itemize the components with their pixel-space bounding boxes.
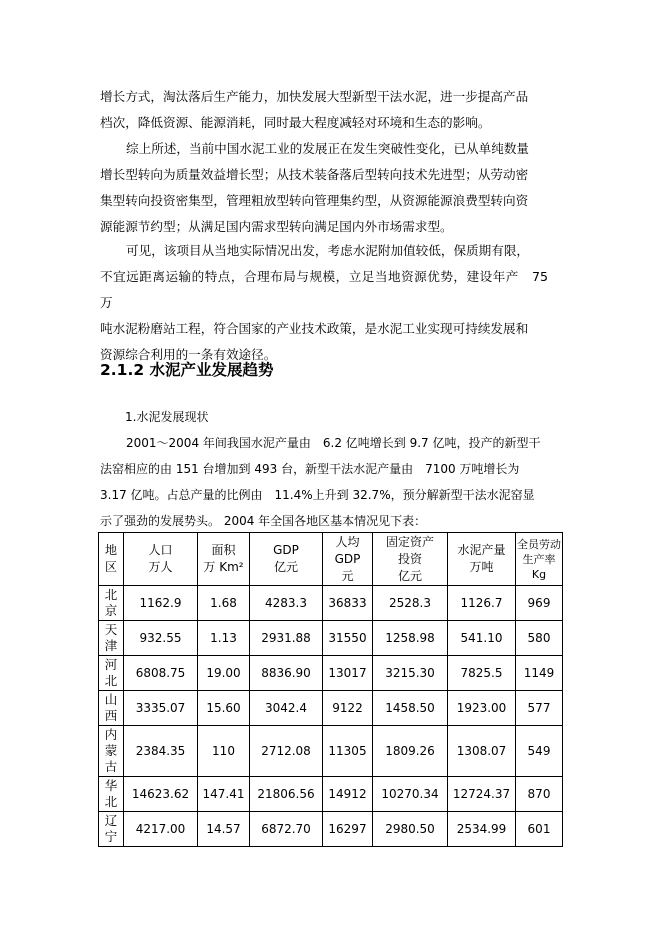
region-cell: 北 京 — [99, 586, 124, 621]
table-row — [99, 656, 563, 691]
fixed-investment-cell: 3215.30 — [373, 656, 448, 691]
regional-statistics-table — [98, 532, 563, 847]
gdp-per-capita-cell: 14912 — [323, 777, 373, 812]
text-line: 2001～2004 年间我国水泥产量由 6.2 亿吨增长到 9.7 亿吨，投产的新型干 — [126, 436, 541, 450]
region-cell: 河 北 — [99, 656, 124, 691]
area-cell: 147.41 — [198, 777, 250, 812]
table-row — [99, 586, 563, 621]
fixed-investment-cell: 1258.98 — [373, 621, 448, 656]
section-heading: 2.1.2 水泥产业发展趋势 — [100, 361, 274, 379]
cement-output-cell: 7825.5 — [448, 656, 516, 691]
text-line: 增长方式，淘汰落后生产能力，加快发展大型新型干法水泥，进一步提高产品 — [100, 89, 529, 104]
text-line: 不宜远距离运输的特点，合理布局与规模，立足当地资源优势，建设年产 75 万 — [100, 269, 548, 310]
area-cell: 14.57 — [198, 812, 250, 847]
gdp-per-capita-cell: 13017 — [323, 656, 373, 691]
table-row — [99, 691, 563, 726]
cement-output-cell: 12724.37 — [448, 777, 516, 812]
fixed-investment-cell: 1458.50 — [373, 691, 448, 726]
column-header: 人口 万人 — [124, 533, 198, 586]
fixed-investment-cell: 1809.26 — [373, 726, 448, 777]
productivity-cell: 577 — [516, 691, 563, 726]
area-cell: 110 — [198, 726, 250, 777]
gdp-cell: 6872.70 — [250, 812, 323, 847]
gdp-cell: 8836.90 — [250, 656, 323, 691]
column-header: 水泥产量 万吨 — [448, 533, 516, 586]
area-cell: 15.60 — [198, 691, 250, 726]
gdp-per-capita-cell: 31550 — [323, 621, 373, 656]
subsection-heading: 1.水泥发展现状 — [125, 410, 209, 424]
gdp-cell: 21806.56 — [250, 777, 323, 812]
text-line: 吨水泥粉磨站工程，符合国家的产业技术政策，是水泥工业实现可持续发展和 — [100, 321, 529, 336]
table-row — [99, 726, 563, 777]
column-header: 面积 万 Km² — [198, 533, 250, 586]
table-header-row — [99, 533, 563, 586]
paragraph-summary — [100, 136, 548, 240]
table-row — [99, 777, 563, 812]
text-line: 可见，该项目从当地实际情况出发，考虑水泥附加值较低，保质期有限， — [126, 243, 529, 258]
gdp-per-capita-cell: 16297 — [323, 812, 373, 847]
text-line: 示了强劲的发展势头。 2004 年全国各地区基本情况见下表： — [100, 514, 427, 528]
productivity-cell: 549 — [516, 726, 563, 777]
paragraph-cement-status — [100, 430, 552, 534]
productivity-cell: 1149 — [516, 656, 563, 691]
area-cell: 19.00 — [198, 656, 250, 691]
productivity-cell: 969 — [516, 586, 563, 621]
region-cell: 辽 宁 — [99, 812, 124, 847]
paragraph-conclusion — [100, 238, 548, 368]
fixed-investment-cell: 2528.3 — [373, 586, 448, 621]
column-header: 人均 GDP 元 — [323, 533, 373, 586]
region-cell: 华 北 — [99, 777, 124, 812]
area-cell: 1.68 — [198, 586, 250, 621]
fixed-investment-cell: 10270.34 — [373, 777, 448, 812]
text-line: 增长型转向为质量效益增长型；从技术装备落后型转向技术先进型；从劳动密 — [100, 167, 529, 182]
population-cell: 1162.9 — [124, 586, 198, 621]
area-cell: 1.13 — [198, 621, 250, 656]
paragraph-growth-mode — [100, 84, 548, 136]
column-header: 全员劳动 生产率 Kg — [516, 533, 563, 586]
gdp-cell: 3042.4 — [250, 691, 323, 726]
gdp-per-capita-cell: 11305 — [323, 726, 373, 777]
column-header: GDP 亿元 — [250, 533, 323, 586]
population-cell: 3335.07 — [124, 691, 198, 726]
gdp-per-capita-cell: 36833 — [323, 586, 373, 621]
productivity-cell: 870 — [516, 777, 563, 812]
table-row — [99, 812, 563, 847]
gdp-cell: 4283.3 — [250, 586, 323, 621]
fixed-investment-cell: 2980.50 — [373, 812, 448, 847]
cement-output-cell: 1126.7 — [448, 586, 516, 621]
population-cell: 14623.62 — [124, 777, 198, 812]
text-line: 法窑相应的由 151 台增加到 493 台，新型干法水泥产量由 7100 万吨增长为 — [100, 462, 520, 476]
text-line: 档次，降低资源、能源消耗，同时最大程度减轻对环境和生态的影响。 — [100, 115, 491, 130]
cement-output-cell: 541.10 — [448, 621, 516, 656]
productivity-cell: 601 — [516, 812, 563, 847]
gdp-cell: 2931.88 — [250, 621, 323, 656]
text-line: 集型转向投资密集型，管理粗放型转向管理集约型，从资源能源浪费型转向资 — [100, 193, 529, 208]
text-line: 3.17 亿吨。占总产量的比例由 11.4%上升到 32.7%，预分解新型干法水泥窑显 — [100, 488, 535, 502]
column-header: 地 区 — [99, 533, 124, 586]
region-cell: 内 蒙 古 — [99, 726, 124, 777]
population-cell: 6808.75 — [124, 656, 198, 691]
text-line: 资源综合利用的一条有效途径。 — [100, 347, 277, 362]
gdp-per-capita-cell: 9122 — [323, 691, 373, 726]
region-cell: 山 西 — [99, 691, 124, 726]
column-header: 固定资产 投资 亿元 — [373, 533, 448, 586]
table-row — [99, 621, 563, 656]
region-cell: 天 津 — [99, 621, 124, 656]
text-line: 源能源节约型；从满足国内需求型转向满足国内外市场需求型。 — [100, 219, 453, 234]
population-cell: 932.55 — [124, 621, 198, 656]
cement-output-cell: 1923.00 — [448, 691, 516, 726]
gdp-cell: 2712.08 — [250, 726, 323, 777]
population-cell: 2384.35 — [124, 726, 198, 777]
population-cell: 4217.00 — [124, 812, 198, 847]
text-line: 综上所述，当前中国水泥工业的发展正在发生突破性变化，已从单纯数量 — [126, 141, 529, 156]
cement-output-cell: 2534.99 — [448, 812, 516, 847]
cement-output-cell: 1308.07 — [448, 726, 516, 777]
productivity-cell: 580 — [516, 621, 563, 656]
